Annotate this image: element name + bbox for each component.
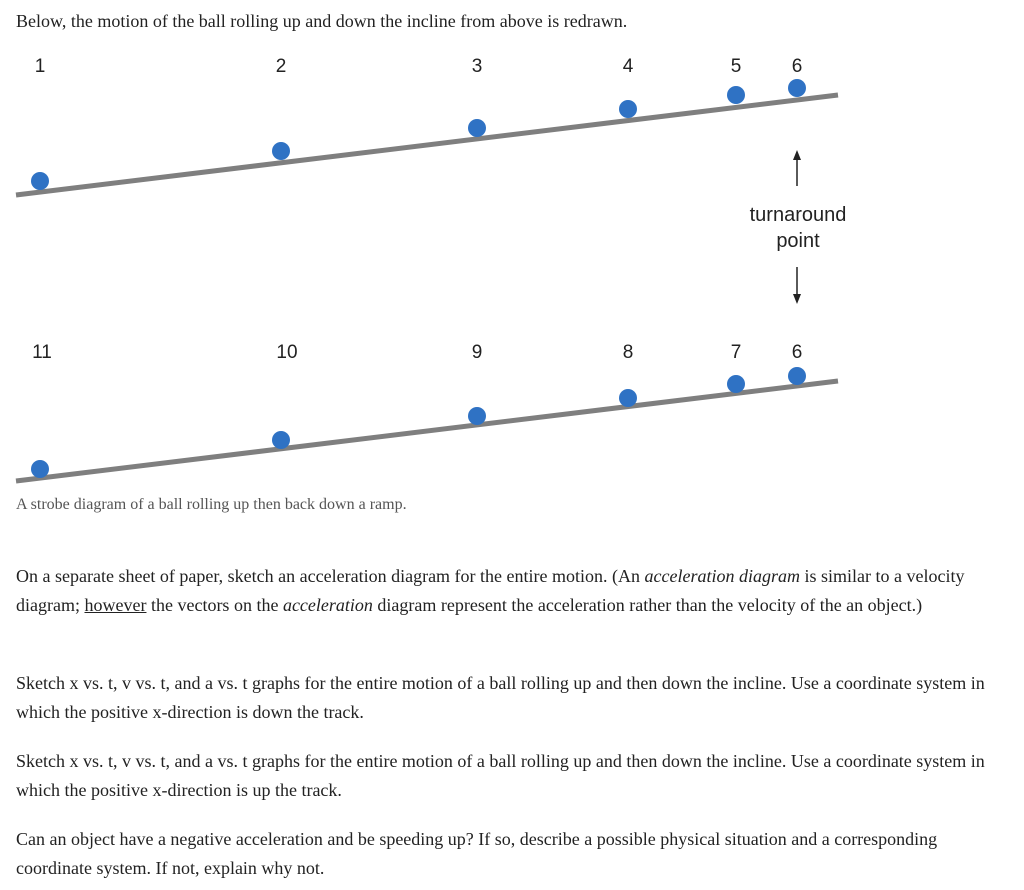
- bottom-label-8: 8: [622, 342, 634, 363]
- bottom-ball-7: [727, 375, 745, 393]
- question-graphs-up-track: Sketch x vs. t, v vs. t, and a vs. t graphs for the entire motion of a ball rolling up and then down the incline. Use a coordinate system in which the positive x-direction is up the track.: [16, 751, 985, 800]
- top-ball-2: [272, 142, 290, 160]
- figure-caption: A strobe diagram of a ball rolling up then back down a ramp.: [16, 496, 407, 513]
- bottom-ball-9: [468, 407, 486, 425]
- top-label-4: 4: [622, 56, 634, 77]
- top-ball-1: [31, 172, 49, 190]
- question-negative-acceleration: Can an object have a negative acceleration and be speeding up? If so, describe a possible physical situation and a corresponding coordinate system. If not, explain why not.: [16, 829, 938, 878]
- up-arrow-icon: [793, 150, 801, 186]
- intro-text: Below, the motion of the ball rolling up and down the incline from above is redrawn.: [16, 11, 628, 31]
- top-ball-6: [788, 79, 806, 97]
- top-label-5: 5: [730, 56, 742, 77]
- down-arrow-icon: [793, 267, 801, 304]
- top-ball-4: [619, 100, 637, 118]
- question-graphs-down-track: Sketch x vs. t, v vs. t, and a vs. t graphs for the entire motion of a ball rolling up and then down the incline. Use a coordinate system in which the positive x-direction is down the track.: [16, 673, 985, 722]
- strobe-diagram: [0, 40, 1024, 490]
- top-label-2: 2: [275, 56, 287, 77]
- bottom-label-7: 7: [730, 342, 742, 363]
- bottom-label-6: 6: [791, 342, 803, 363]
- top-label-1: 1: [34, 56, 46, 77]
- top-ball-3: [468, 119, 486, 137]
- top-label-6: 6: [791, 56, 803, 77]
- bottom-ball-10: [272, 431, 290, 449]
- top-ball-5: [727, 86, 745, 104]
- turnaround-label: turnaround: [749, 204, 847, 226]
- top-ramp: [16, 95, 838, 195]
- bottom-ramp: [16, 381, 838, 481]
- bottom-label-10: 10: [276, 342, 298, 363]
- bottom-ball-6: [788, 367, 806, 385]
- top-label-3: 3: [471, 56, 483, 77]
- bottom-label-11: 11: [32, 342, 52, 363]
- bottom-ball-8: [619, 389, 637, 407]
- question-acceleration-diagram: On a separate sheet of paper, sketch an acceleration diagram for the entire motion. (An acceleration diagram is similar to a velocity diagram; however the vectors on the acceleration diagram represent the acceleration rather than the velocity of the an object.): [16, 566, 965, 615]
- bottom-label-9: 9: [471, 342, 483, 363]
- bottom-ball-11: [31, 460, 49, 478]
- point-label: point: [776, 230, 820, 252]
